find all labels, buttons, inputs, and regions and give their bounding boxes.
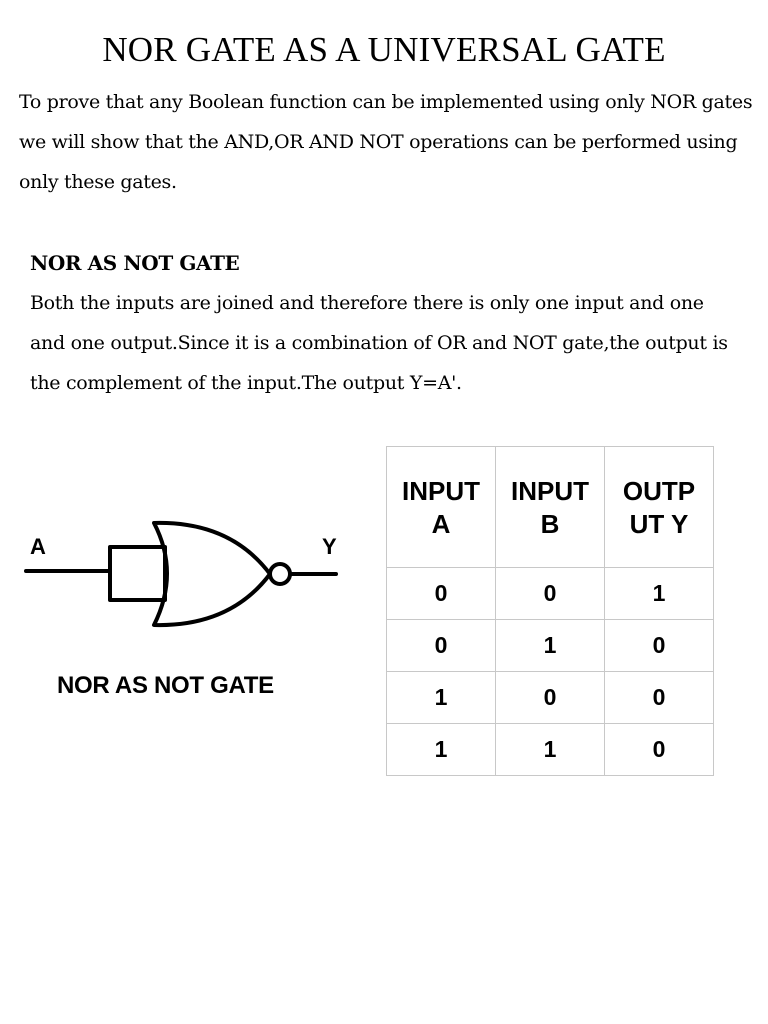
intro-line: we will show that the AND,OR AND NOT operations can be performed using bbox=[19, 131, 738, 153]
intro-line: only these gates. bbox=[19, 171, 177, 193]
header-line: INPUT bbox=[402, 476, 480, 506]
section-line: the complement of the input.The output Y=A'. bbox=[30, 372, 462, 394]
truth-table bbox=[386, 446, 714, 776]
input-join-box bbox=[110, 547, 165, 600]
table-row bbox=[387, 568, 714, 620]
header-line: B bbox=[540, 509, 560, 539]
gate-input-label: A bbox=[30, 534, 46, 559]
header-line: A bbox=[431, 509, 451, 539]
intro-line: To prove that any Boolean function can be implemented using only NOR gates bbox=[19, 91, 753, 113]
table-cell: 1 bbox=[496, 724, 605, 776]
intro-paragraph bbox=[19, 82, 764, 202]
inversion-bubble bbox=[270, 564, 290, 584]
table-header-row bbox=[387, 447, 714, 568]
header-line: INPUT bbox=[511, 476, 589, 506]
table-cell: 0 bbox=[387, 568, 496, 620]
header-line: OUTP bbox=[622, 476, 696, 506]
table-cell: 0 bbox=[496, 672, 605, 724]
nor-gate-body bbox=[154, 523, 270, 625]
table-cell: 0 bbox=[496, 568, 605, 620]
table-cell: 0 bbox=[605, 672, 714, 724]
nor-gate-diagram bbox=[20, 505, 350, 645]
table-cell: 0 bbox=[605, 724, 714, 776]
table-cell: 1 bbox=[387, 672, 496, 724]
diagram-caption: NOR AS NOT GATE bbox=[57, 672, 274, 699]
table-row bbox=[387, 672, 714, 724]
column-header-input-b bbox=[496, 447, 605, 568]
section-line: Both the inputs are joined and therefore there is only one input and one bbox=[30, 292, 704, 314]
section-paragraph bbox=[30, 283, 760, 403]
table-row bbox=[387, 620, 714, 672]
column-header-output-y bbox=[605, 447, 714, 568]
table-cell: 1 bbox=[605, 568, 714, 620]
gate-output-label: Y bbox=[322, 534, 337, 559]
column-header-input-a bbox=[387, 447, 496, 568]
table-cell: 1 bbox=[387, 724, 496, 776]
section-heading: NOR AS NOT GATE bbox=[30, 251, 240, 275]
table-row bbox=[387, 724, 714, 776]
section-line: and one output.Since it is a combination of OR and NOT gate,the output is bbox=[30, 332, 728, 354]
page-title: NOR GATE AS A UNIVERSAL GATE bbox=[102, 30, 666, 69]
table-cell: 0 bbox=[605, 620, 714, 672]
table-cell: 0 bbox=[387, 620, 496, 672]
header-line: UT Y bbox=[629, 509, 689, 539]
table-cell: 1 bbox=[496, 620, 605, 672]
